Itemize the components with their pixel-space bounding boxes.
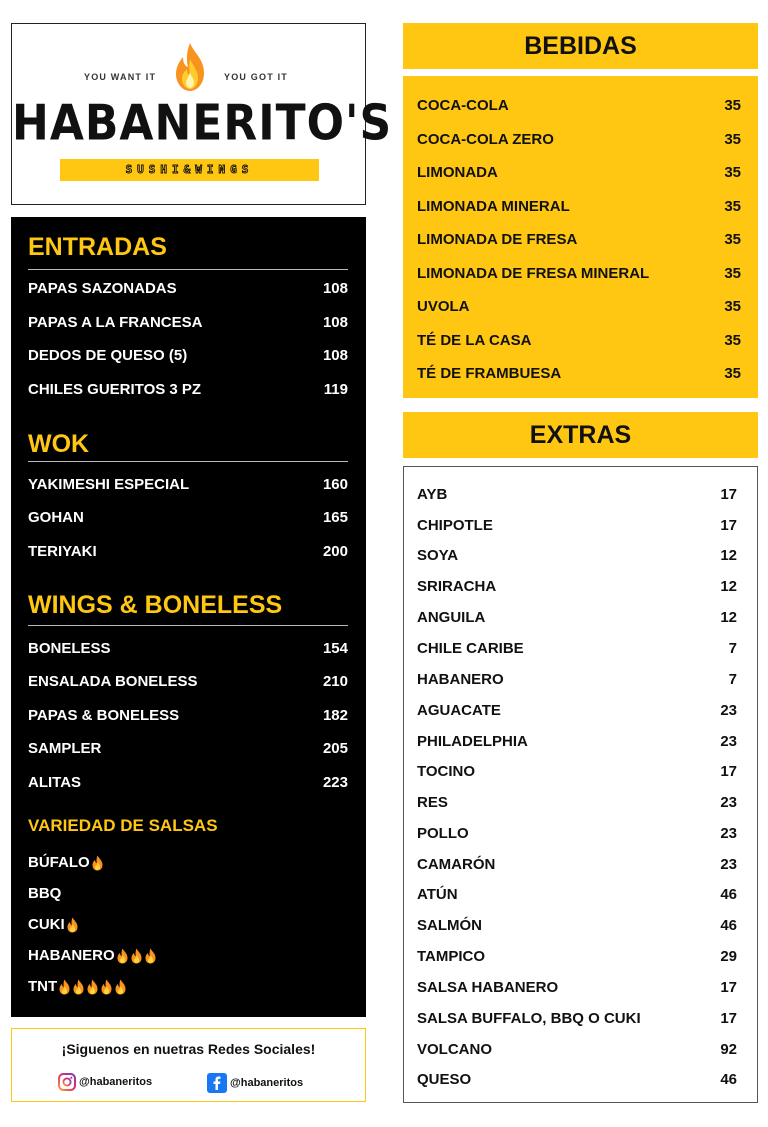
- fire-icon: [144, 948, 157, 964]
- section-title-salsas: VARIEDAD DE SALSAS: [28, 816, 218, 835]
- item-price: 160: [322, 476, 348, 493]
- item-price: 35: [724, 164, 741, 181]
- item-price: 46: [720, 1071, 737, 1088]
- item-name: PAPAS SAZONADAS: [28, 280, 177, 297]
- item-name: CHILES GUERITOS 3 PZ: [28, 381, 202, 398]
- salsa-name: BÚFALO: [28, 854, 90, 871]
- menu-item: [28, 706, 348, 726]
- fire-icon: [116, 948, 129, 964]
- item-price: 92: [720, 1041, 737, 1058]
- item-price: 35: [724, 265, 741, 282]
- section-title-bebidas: BEBIDAS: [403, 23, 758, 69]
- menu-item: [417, 364, 741, 384]
- menu-item: [417, 639, 737, 659]
- item-price: 210: [322, 673, 348, 690]
- facebook-icon: [207, 1073, 227, 1093]
- item-name: SALMÓN: [417, 917, 482, 934]
- menu-item: [417, 230, 741, 250]
- item-name: TÉ DE FRAMBUESA: [417, 365, 562, 382]
- item-price: 200: [322, 543, 348, 560]
- bebidas-panel: [403, 76, 758, 398]
- salsa-item: [28, 915, 79, 935]
- menu-item: [417, 1040, 737, 1060]
- item-name: VOLCANO: [417, 1041, 492, 1058]
- heat-level: [57, 978, 127, 995]
- menu-item: [417, 577, 737, 597]
- item-name: AYB: [417, 486, 448, 503]
- social-media-box: [11, 1028, 366, 1102]
- fire-icon: [114, 979, 127, 995]
- divider: [28, 625, 348, 626]
- item-price: 165: [322, 509, 348, 526]
- item-price: 108: [322, 314, 348, 331]
- item-name: SRIRACHA: [417, 578, 497, 595]
- fire-icon: [66, 917, 79, 933]
- item-price: 23: [720, 702, 737, 719]
- section-title-wok: WOK: [28, 430, 90, 458]
- item-name: LIMONADA MINERAL: [417, 198, 570, 215]
- menu-item: [28, 279, 348, 299]
- menu-item: [28, 542, 348, 562]
- item-name: POLLO: [417, 825, 469, 842]
- divider: [28, 461, 348, 462]
- fire-icon: [72, 979, 85, 995]
- salsa-name: TNT: [28, 978, 58, 995]
- item-price: 17: [720, 486, 737, 503]
- menu-item: [28, 508, 348, 528]
- item-price: 35: [724, 298, 741, 315]
- menu-item: [417, 670, 737, 690]
- item-price: 35: [724, 365, 741, 382]
- salsa-item: [28, 853, 104, 873]
- item-price: 29: [720, 948, 737, 965]
- salsa-name: CUKI: [28, 916, 65, 933]
- item-name: AGUACATE: [417, 702, 501, 719]
- item-name: LIMONADA DE FRESA MINERAL: [417, 265, 650, 282]
- item-price: 17: [720, 763, 737, 780]
- fire-icon: [86, 979, 99, 995]
- item-name: ENSALADA BONELESS: [28, 673, 198, 690]
- item-price: 46: [720, 886, 737, 903]
- menu-item: [28, 672, 348, 692]
- item-price: 23: [720, 825, 737, 842]
- item-price: 23: [720, 733, 737, 750]
- item-name: UVOLA: [417, 298, 470, 315]
- divider: [28, 269, 348, 270]
- facebook-handle: @habaneritos: [230, 1077, 304, 1089]
- menu-item: [28, 475, 348, 495]
- item-price: 223: [322, 774, 348, 791]
- item-name: ALITAS: [28, 774, 82, 791]
- menu-item: [417, 793, 737, 813]
- salsa-item: [28, 977, 127, 997]
- menu-item: [417, 885, 737, 905]
- section-title-entradas: ENTRADAS: [28, 233, 167, 261]
- menu-item: [417, 197, 741, 217]
- item-name: YAKIMESHI ESPECIAL: [28, 476, 190, 493]
- item-price: 35: [724, 131, 741, 148]
- menu-item: [417, 732, 737, 752]
- item-name: PHILADELPHIA: [417, 733, 528, 750]
- item-price: 35: [724, 332, 741, 349]
- heat-level: [115, 947, 157, 964]
- menu-item: [417, 264, 741, 284]
- menu-item: [417, 1070, 737, 1090]
- fire-icon: [91, 855, 104, 871]
- fire-icon: [100, 979, 113, 995]
- menu-item: [417, 130, 741, 150]
- item-price: 108: [322, 280, 348, 297]
- menu-item: [417, 978, 737, 998]
- menu-item: [417, 516, 737, 536]
- fire-icon: [130, 948, 143, 964]
- heat-level: [65, 916, 79, 933]
- menu-item: [417, 485, 737, 505]
- menu-item: [417, 163, 741, 183]
- logo: [11, 23, 393, 205]
- item-name: DEDOS DE QUESO (5): [28, 347, 188, 364]
- item-price: 12: [720, 547, 737, 564]
- item-price: 35: [724, 231, 741, 248]
- section-title-extras: EXTRAS: [403, 412, 758, 458]
- item-price: 108: [322, 347, 348, 364]
- item-price: 182: [322, 707, 348, 724]
- fire-icon: [170, 41, 210, 93]
- menu-item: [28, 380, 348, 400]
- item-price: 7: [728, 640, 737, 657]
- menu-item: [417, 1009, 737, 1029]
- salsa-item: [28, 946, 157, 966]
- item-name: QUESO: [417, 1071, 472, 1088]
- menu-item: [417, 96, 741, 116]
- item-name: ANGUILA: [417, 609, 486, 626]
- item-price: 154: [322, 640, 348, 657]
- item-name: TÉ DE LA CASA: [417, 332, 532, 349]
- menu-item: [417, 762, 737, 782]
- item-name: LIMONADA DE FRESA: [417, 231, 578, 248]
- salsa-item: [28, 884, 61, 904]
- heat-level: [90, 854, 104, 871]
- item-name: RES: [417, 794, 448, 811]
- item-name: PAPAS A LA FRANCESA: [28, 314, 203, 331]
- food-menu-panel: [11, 217, 366, 1017]
- facebook-link[interactable]: [207, 1073, 303, 1093]
- item-name: SALSA HABANERO: [417, 979, 559, 996]
- item-price: 46: [720, 917, 737, 934]
- item-name: TERIYAKI: [28, 543, 97, 560]
- menu-item: [417, 608, 737, 628]
- item-name: CAMARÓN: [417, 856, 496, 873]
- item-name: GOHAN: [28, 509, 84, 526]
- salsa-name: BBQ: [28, 885, 62, 902]
- item-price: 119: [323, 381, 348, 398]
- logo-subtitle-bar: [60, 159, 319, 181]
- item-name: SAMPLER: [28, 740, 102, 757]
- menu-item: [417, 546, 737, 566]
- item-name: CHILE CARIBE: [417, 640, 524, 657]
- item-name: TAMPICO: [417, 948, 486, 965]
- item-price: 35: [724, 198, 741, 215]
- item-price: 17: [720, 1010, 737, 1027]
- item-price: 205: [322, 740, 348, 757]
- fire-icon: [58, 979, 71, 995]
- menu-item: [417, 331, 741, 351]
- item-name: SOYA: [417, 547, 459, 564]
- logo-subtitle: SUSHI&WINGS: [125, 163, 254, 176]
- menu-item: [28, 739, 348, 759]
- logo-wordmark: HABANERITO'S: [12, 94, 393, 153]
- extras-panel: [403, 466, 758, 1103]
- logo-tagline-right: YOU GOT IT: [224, 72, 289, 82]
- menu-item: [417, 701, 737, 721]
- item-name: SALSA BUFFALO, BBQ O CUKI: [417, 1010, 641, 1027]
- menu-item: [417, 855, 737, 875]
- instagram-icon: [58, 1073, 76, 1091]
- item-name: ATÚN: [417, 886, 458, 903]
- section-title-wings: WINGS & BONELESS: [28, 591, 283, 619]
- item-price: 7: [728, 671, 737, 688]
- item-name: TOCINO: [417, 763, 476, 780]
- item-name: CHIPOTLE: [417, 517, 493, 534]
- menu-item: [417, 824, 737, 844]
- menu-item: [28, 773, 348, 793]
- item-price: 17: [720, 517, 737, 534]
- salsa-name: HABANERO: [28, 947, 115, 964]
- item-price: 23: [720, 794, 737, 811]
- item-name: PAPAS & BONELESS: [28, 707, 180, 724]
- item-price: 23: [720, 856, 737, 873]
- item-name: BONELESS: [28, 640, 111, 657]
- item-name: COCA-COLA ZERO: [417, 131, 554, 148]
- menu-item: [28, 346, 348, 366]
- item-name: COCA-COLA: [417, 97, 509, 114]
- menu-item: [417, 916, 737, 936]
- social-title: ¡Siguenos en nuetras Redes Sociales!: [61, 1041, 316, 1057]
- item-price: 12: [720, 609, 737, 626]
- menu-item: [417, 297, 741, 317]
- instagram-handle: @habaneritos: [79, 1076, 153, 1088]
- item-price: 17: [720, 979, 737, 996]
- item-price: 12: [720, 578, 737, 595]
- item-price: 35: [724, 97, 741, 114]
- menu-item: [28, 639, 348, 659]
- logo-tagline-left: YOU WANT IT: [84, 72, 157, 82]
- item-name: LIMONADA: [417, 164, 498, 181]
- menu-item: [417, 947, 737, 967]
- menu-item: [28, 313, 348, 333]
- instagram-link[interactable]: [58, 1073, 152, 1091]
- item-name: HABANERO: [417, 671, 504, 688]
